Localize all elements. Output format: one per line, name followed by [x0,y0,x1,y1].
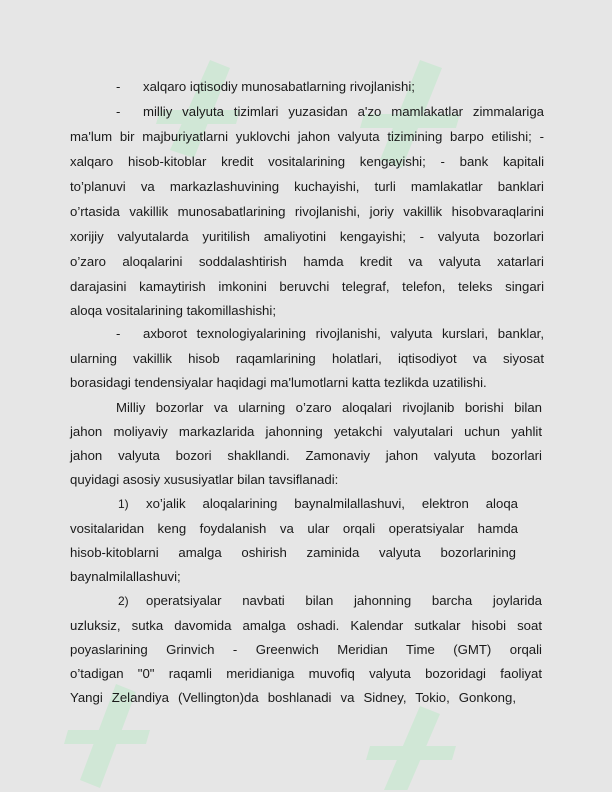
text-line: darajasini kamaytirish imkonini beruvchi telegraf, telefon, teleks singari [70,279,544,294]
text-line: vositalaridan keng foydalanish va ular orqali operatsiyalar hamda [70,521,518,536]
text-line: Yangi Zelandiya (Vellington)da boshlanadi va Sidney, Tokio, Gonkong, [70,690,516,705]
text-line: poyaslarining Grinvich - Greenwich Meridian Time (GMT) orqali [70,642,542,657]
list-item-text: axborot texnologiyalarining rivojlanishi, valyuta kurslari, banklar, [143,326,544,341]
numbered-item-text: operatsiyalar navbati bilan jahonning barcha joylarida [146,593,542,608]
paragraph-line: quyidagi asosiy xususiyatlar bilan tavsiflanadi: [70,472,339,487]
list-item-text: xalqaro iqtisodiy munosabatlarning rivojlanishi; [143,79,415,94]
list-marker: - [116,326,121,341]
numbered-marker: 2) [118,594,129,608]
paragraph-line: Milliy bozorlar va ularning o’zaro aloqalari rivojlanib borishi bilan [116,400,542,415]
text-line: xorijiy valyutalarda yuritilish amaliyotini kengayishi; - valyuta bozorlari [70,229,544,244]
paragraph-line: jahon valyuta bozori shakllandi. Zamonaviy jahon valyuta bozorlari [70,448,542,463]
text-line: baynalmilallashuvi; [70,569,181,584]
list-marker: - [116,104,121,119]
text-line: aloqa vositalarining takomillashishi; [70,303,276,318]
text-line: ularning vakillik hisob raqamlarining holatlari, iqtisodiyot va siyosat [70,351,544,366]
paragraph-line: jahon moliyaviy markazlarida jahonning yetakchi valyutalari uchun yahlit [70,424,542,439]
text-line: uzluksiz, sutka davomida amalga oshadi. Kalendar sutkalar hisobi soat [70,618,542,633]
numbered-item-text: xo’jalik aloqalarining baynalmilallashuvi, elektron aloqa [146,496,518,511]
list-marker: - [116,79,121,94]
text-line: ma'lum bir majburiyatlarni yuklovchi jahon valyuta tizimining barpo etilishi; - [70,129,544,144]
text-line: o’zaro aloqalarini soddalashtirish hamda kredit va valyuta xatarlari [70,254,544,269]
text-line: hisob-kitoblarni amalga oshirish zaminida valyuta bozorlarining [70,545,516,560]
text-line: o’tadigan "0" raqamli meridianiga muvofiq valyuta bozoridagi faoliyat [70,666,542,681]
list-item-text: milliy valyuta tizimlari yuzasidan a'zo mamlakatlar zimmalariga [143,104,544,119]
text-line: to’planuvi va markazlashuvining kuchayishi, turli mamlakatlar banklari [70,179,544,194]
numbered-marker: 1) [118,497,129,511]
watermark-logo-icon [350,40,490,200]
text-line: o’rtasida vakillik munosabatlarining rivojlanishi, joriy vakillik hisobvaraqlarini [70,204,544,219]
text-line: xalqaro hisob-kitoblar kredit vositalarining kengayishi; - bank kapitali [70,154,544,169]
text-line: borasidagi tendensiyalar haqidagi ma'lumotlarni katta tezlikda uzatilishi. [70,375,487,390]
